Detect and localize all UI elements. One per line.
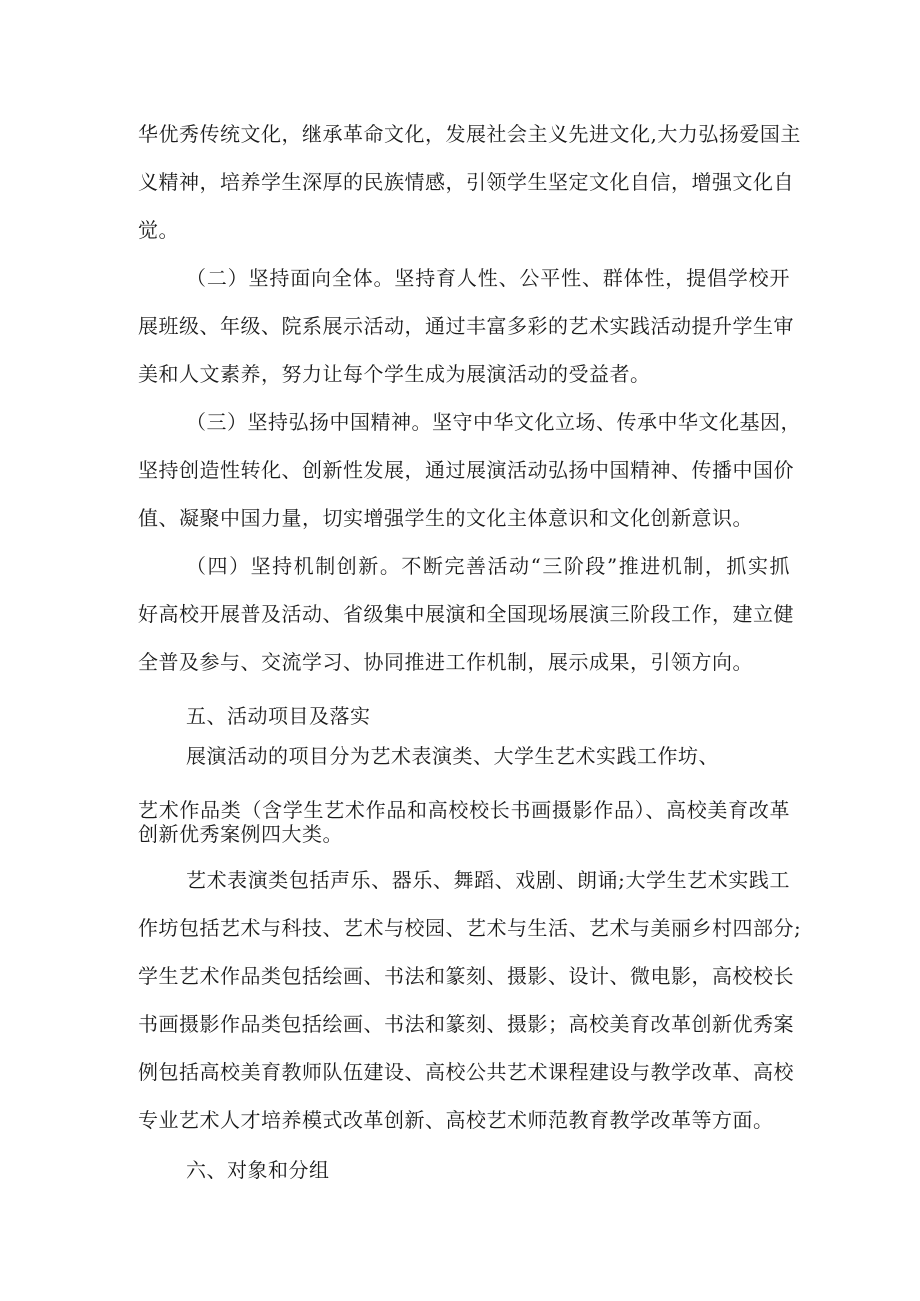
text-line: 全普及参与、交流学习、协同推进工作机制，展示成果，引领方向。: [138, 650, 753, 674]
text-line: 好高校开展普及活动、省级集中展演和全国现场展演三阶段工作，建立健: [138, 602, 794, 626]
text-line: 艺术作品类（含学生艺术作品和高校校长书画摄影作品）、高校美育改革: [138, 798, 790, 822]
text-line: 觉。: [138, 218, 179, 242]
text-line: 华优秀传统文化，继承革命文化，发展社会主义先进文化,大力弘扬爱国主: [138, 122, 801, 146]
text-line: （四）坚持机制创新。不断完善活动“三阶段”推进机制，抓实抓: [186, 554, 790, 578]
section-heading: 六、对象和分组: [186, 1158, 330, 1182]
text-line: 坚持创造性转化、创新性发展，通过展演活动弘扬中国精神、传播中国价: [138, 458, 794, 482]
text-line: 例包括高校美育教师队伍建设、高校公共艺术课程建设与教学改革、高校: [138, 1060, 794, 1084]
text-line: 学生艺术作品类包括绘画、书法和篆刻、摄影、设计、微电影，高校校长: [138, 964, 794, 988]
section-heading: 五、活动项目及落实: [186, 704, 371, 728]
text-line: 书画摄影作品类包括绘画、书法和篆刻、摄影；高校美育改革创新优秀案: [138, 1012, 794, 1036]
text-line: 展演活动的项目分为艺术表演类、大学生艺术实践工作坊、: [186, 744, 719, 768]
text-line: （二）坚持面向全体。坚持育人性、公平性、群体性，提倡学校开: [186, 266, 790, 290]
text-line: 专业艺术人才培养模式改革创新、高校艺术师范教育教学改革等方面。: [138, 1108, 774, 1132]
text-line: 艺术表演类包括声乐、器乐、舞蹈、戏剧、朗诵;大学生艺术实践工: [186, 868, 790, 892]
text-line: （三）坚持弘扬中国精神。坚守中华文化立场、传承中华文化基因，: [186, 410, 801, 434]
text-line: 作坊包括艺术与科技、艺术与校园、艺术与生活、艺术与美丽乡村四部分;: [138, 916, 802, 940]
text-line: 义精神，培养学生深厚的民族情感，引领学生坚定文化自信，增强文化自: [138, 170, 794, 194]
text-line: 展班级、年级、院系展示活动，通过丰富多彩的艺术实践活动提升学生审: [138, 314, 794, 338]
text-line: 值、凝聚中国力量，切实增强学生的文化主体意识和文化创新意识。: [138, 506, 753, 530]
text-line: 创新优秀案例四大类。: [138, 822, 343, 846]
text-line: 美和人文素养，努力让每个学生成为展演活动的受益者。: [138, 362, 651, 386]
